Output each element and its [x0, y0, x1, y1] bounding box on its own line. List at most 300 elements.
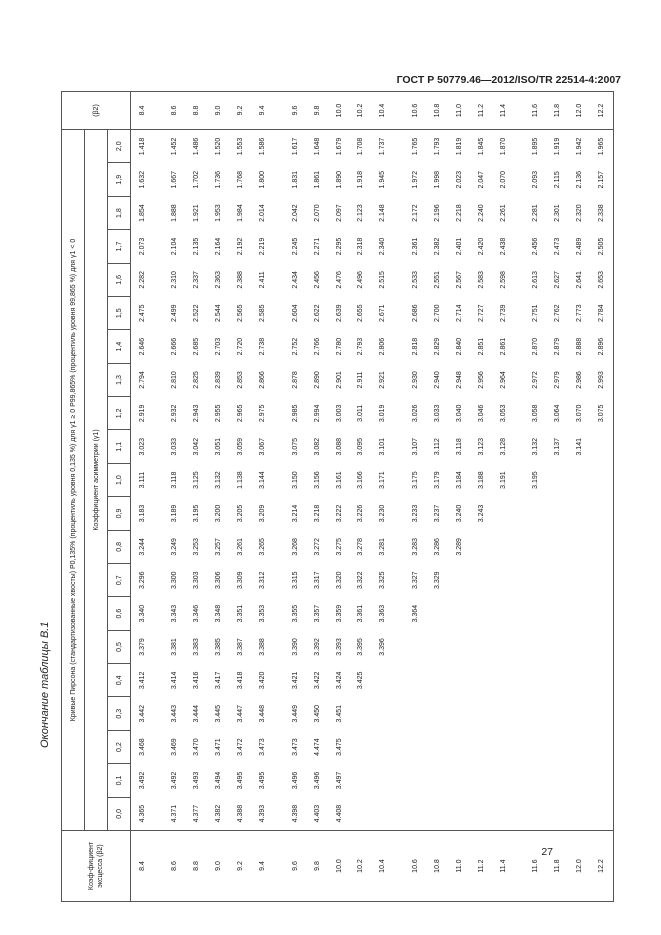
value-cell: 3.278 [357, 538, 365, 556]
value-cell: 3.051 [215, 437, 223, 456]
value-cell [448, 597, 470, 630]
value-cell [405, 664, 427, 697]
column-header: 0,2 [108, 730, 131, 763]
value-cell: 2.148 [379, 204, 387, 222]
table-row [448, 92, 470, 902]
table-row [405, 92, 427, 902]
value-cell: 3.357 [313, 604, 321, 623]
value-cell: 2.533 [412, 271, 420, 289]
column-header: 2,0 [108, 130, 131, 164]
value-cell: 2.896 [591, 330, 614, 363]
value-cell: 1.942 [576, 137, 584, 156]
value-cell: 2.972 [532, 371, 540, 389]
value-cell: 2.489 [576, 237, 584, 256]
value-cell: 3.033 [171, 437, 179, 456]
value-cell: 2.901 [335, 371, 343, 389]
value-cell: 3.183 [138, 504, 146, 523]
value-cell: 2.752 [291, 337, 299, 356]
value-cell: 3.472 [237, 738, 245, 756]
value-cell: 3.396 [379, 638, 387, 656]
kurtosis-cell: 9.4 [252, 831, 274, 902]
value-cell [525, 630, 547, 663]
column-header: 0,0 [108, 797, 131, 830]
value-cell: 3.261 [237, 538, 245, 556]
value-cell: 3.383 [193, 638, 201, 656]
table-row [208, 92, 230, 902]
value-cell: 3.175 [412, 471, 420, 489]
value-cell [492, 797, 514, 830]
value-cell: 3.325 [379, 571, 387, 589]
value-cell [591, 730, 614, 763]
value-cell [569, 697, 591, 730]
value-cell: 3.421 [291, 671, 299, 690]
value-cell: 2.948 [455, 371, 463, 389]
value-cell: 3.442 [138, 704, 146, 723]
kurtosis-cell: 10.8 [427, 831, 449, 902]
value-cell: 3.265 [259, 538, 267, 556]
value-cell: 2.310 [171, 271, 179, 289]
value-cell [569, 764, 591, 797]
value-cell [372, 764, 394, 797]
table-row [186, 92, 208, 902]
row-gap [274, 92, 285, 902]
kurtosis-cell-right: 12.0 [569, 92, 591, 130]
value-cell: 2.475 [138, 304, 146, 322]
value-cell: 1.736 [215, 170, 223, 189]
value-cell: 2.930 [412, 371, 420, 389]
value-cell: 2.646 [138, 337, 146, 356]
value-cell: 2.023 [455, 170, 463, 189]
value-cell: 3.445 [215, 704, 223, 723]
table-row [547, 92, 569, 902]
value-cell: 3.026 [412, 404, 420, 423]
table-row [492, 92, 514, 902]
value-cell: 4.388 [237, 804, 245, 823]
table-row [328, 92, 350, 902]
kurtosis-cell-right: 10.0 [328, 92, 350, 130]
value-cell [470, 630, 492, 663]
value-cell: 2.784 [591, 297, 614, 330]
value-cell: 3.468 [138, 738, 146, 756]
value-cell [350, 797, 372, 830]
value-cell [405, 697, 427, 730]
kurtosis-cell-right: 11.8 [547, 92, 569, 130]
value-cell [427, 630, 449, 663]
value-cell: 3.064 [554, 404, 562, 423]
value-cell [492, 730, 514, 763]
value-cell: 2.911 [357, 371, 365, 389]
value-cell [569, 463, 591, 496]
table-row [591, 92, 614, 902]
value-cell: 3.315 [291, 571, 299, 589]
value-cell [350, 764, 372, 797]
value-cell: 3.128 [499, 437, 507, 456]
column-header: 1,9 [108, 163, 131, 196]
value-cell [448, 697, 470, 730]
value-cell: 3.230 [379, 504, 387, 523]
value-cell [591, 430, 614, 463]
value-cell: 3.448 [259, 704, 267, 723]
value-cell [470, 697, 492, 730]
value-cell: 2.382 [433, 237, 441, 256]
column-header: 1,1 [108, 430, 131, 463]
value-cell: 3.303 [193, 571, 201, 589]
kurtosis-cell: 8.6 [164, 831, 186, 902]
value-cell [525, 497, 547, 530]
value-cell: 3.111 [138, 471, 146, 489]
value-cell: 3.416 [193, 671, 201, 690]
value-cell: 2.739 [499, 304, 507, 322]
value-cell: 3.281 [379, 538, 387, 556]
value-cell: 2.639 [335, 304, 343, 322]
value-cell [525, 764, 547, 797]
value-cell: 3.420 [259, 671, 267, 690]
value-cell: 2.522 [193, 304, 201, 322]
value-cell: 3.449 [291, 704, 299, 723]
row-gap [514, 92, 525, 902]
value-cell: 3.493 [193, 771, 201, 790]
value-cell: 2.456 [313, 271, 321, 289]
value-cell: 2.499 [171, 304, 179, 322]
value-cell: 3.329 [433, 571, 441, 589]
value-cell: 3.496 [313, 771, 321, 790]
value-cell: 2.671 [379, 304, 387, 322]
value-cell [492, 764, 514, 797]
value-cell: 2.136 [576, 170, 584, 189]
value-cell: 3.492 [138, 771, 146, 790]
value-cell: 3.112 [433, 438, 441, 456]
value-cell: 2.780 [335, 337, 343, 356]
value-cell: 3.364 [412, 604, 420, 623]
value-cell: 1.617 [291, 137, 299, 156]
value-cell: 2.093 [532, 170, 540, 189]
value-cell: 4.377 [193, 804, 201, 823]
value-cell: 3.471 [215, 738, 223, 756]
value-cell: 3.309 [237, 571, 245, 589]
value-cell: 3.300 [171, 571, 179, 589]
value-cell: 3.233 [412, 504, 420, 523]
value-cell: 3.327 [412, 571, 420, 589]
value-cell: 2.979 [554, 371, 562, 389]
value-cell: 1.768 [237, 170, 245, 189]
value-cell [470, 664, 492, 697]
value-cell: 3.226 [357, 504, 365, 523]
value-cell: 3.082 [313, 437, 321, 456]
value-cell [547, 564, 569, 597]
value-cell: 2.073 [138, 237, 146, 256]
value-cell: 3.070 [576, 404, 584, 423]
value-cell: 3.011 [357, 404, 365, 422]
value-cell: 1.648 [313, 137, 321, 156]
table-title: Кривые Пирсона (стандартизованные хвосты) P0,135% (процентиль уровня 0,135 %) для γ1 ≥ 0 P99,865% (процентиль уровня 99,865 %) для γ1 < 0 [62, 130, 85, 831]
value-cell [427, 597, 449, 630]
value-cell [470, 797, 492, 830]
value-cell: 3.257 [215, 538, 223, 556]
value-cell: 3.379 [138, 638, 146, 656]
value-cell: 2.888 [576, 337, 584, 356]
value-cell: 3.188 [477, 471, 485, 489]
kurtosis-cell: 11.0 [448, 831, 470, 902]
value-cell: 3.361 [357, 604, 365, 623]
value-cell: 2.496 [357, 271, 365, 289]
value-cell: 3.222 [335, 504, 343, 523]
value-cell [427, 697, 449, 730]
value-cell: 3.059 [237, 437, 245, 456]
value-cell: 1.984 [237, 204, 245, 222]
value-cell: 2.653 [591, 263, 614, 296]
value-cell: 1.586 [259, 137, 267, 156]
value-cell [448, 664, 470, 697]
value-cell: 1.765 [412, 137, 420, 156]
table-row [284, 92, 306, 902]
value-cell: 3.312 [259, 571, 267, 589]
kurtosis-cell-right: 10.2 [350, 92, 372, 130]
value-cell: 2.473 [554, 237, 562, 256]
value-cell: 2.806 [379, 337, 387, 356]
value-cell: 3.218 [313, 504, 321, 523]
value-cell: 2.818 [412, 337, 420, 356]
value-cell: 2.993 [591, 363, 614, 396]
value-cell: 2.047 [477, 170, 485, 189]
column-header: 0,4 [108, 664, 131, 697]
value-cell: 2.700 [433, 304, 441, 322]
value-cell: 1.737 [379, 137, 387, 156]
value-cell: 2.766 [313, 337, 321, 356]
value-cell: 3.443 [171, 704, 179, 723]
value-cell: 2.751 [532, 304, 540, 322]
value-cell: 3.385 [215, 638, 223, 656]
value-cell: 2.964 [499, 371, 507, 389]
value-cell: 3.469 [171, 738, 179, 756]
value-cell: 3.320 [335, 571, 343, 589]
value-cell: 2.986 [576, 371, 584, 389]
column-header: 0,7 [108, 564, 131, 597]
value-cell [591, 463, 614, 496]
value-cell: 2.622 [313, 304, 321, 322]
value-cell [525, 597, 547, 630]
value-cell: 2.438 [499, 237, 507, 256]
value-cell [448, 630, 470, 663]
value-cell: 1.667 [171, 170, 179, 189]
value-cell [591, 530, 614, 563]
value-cell: 2.613 [532, 271, 540, 289]
value-cell [470, 730, 492, 763]
value-cell: 3.355 [291, 604, 299, 623]
value-cell: 3.424 [335, 671, 343, 690]
kurtosis-cell: 12.0 [569, 831, 591, 902]
column-header: 1,5 [108, 297, 131, 330]
value-cell [492, 630, 514, 663]
value-cell: 4.382 [215, 804, 223, 823]
kurtosis-cell: 12.2 [591, 831, 614, 902]
value-cell: 1.819 [455, 137, 463, 156]
row-gap [153, 92, 164, 902]
value-cell: 2.727 [477, 304, 485, 322]
value-cell [350, 730, 372, 763]
value-cell: 4.398 [291, 804, 299, 823]
value-cell: 3.495 [237, 771, 245, 790]
value-cell [569, 564, 591, 597]
value-cell: 3.450 [313, 704, 321, 723]
value-cell: 1.919 [554, 137, 562, 156]
value-cell: 2.123 [357, 204, 365, 222]
value-cell: 2.104 [171, 237, 179, 256]
table-row [252, 92, 274, 902]
value-cell: 1.890 [335, 170, 343, 189]
table-row [470, 92, 492, 902]
value-cell: 1.138 [237, 471, 245, 489]
value-cell: 3.058 [532, 404, 540, 423]
value-cell [547, 463, 569, 496]
value-cell: 2.825 [193, 371, 201, 389]
value-cell: 3.275 [335, 538, 343, 556]
value-cell: 4.403 [313, 804, 321, 823]
column-header-row [108, 92, 131, 902]
value-cell: 3.040 [455, 404, 463, 423]
value-cell: 3.387 [237, 638, 245, 656]
value-cell: 3.244 [138, 538, 146, 556]
value-cell: 3.346 [193, 604, 201, 623]
value-cell: 3.475 [335, 738, 343, 756]
value-cell: 2.135 [193, 237, 201, 256]
value-cell [547, 764, 569, 797]
value-cell: 2.666 [171, 337, 179, 356]
value-cell: 3.393 [335, 638, 343, 656]
value-cell: 3.363 [379, 604, 387, 623]
value-cell: 3.141 [576, 437, 584, 456]
value-cell: 2.301 [554, 204, 562, 222]
value-cell: 2.714 [455, 304, 463, 322]
value-cell: 3.495 [259, 771, 267, 790]
value-cell: 3.268 [291, 538, 299, 556]
value-cell: 2.879 [554, 337, 562, 356]
value-cell [591, 797, 614, 830]
value-cell [470, 597, 492, 630]
value-cell: 2.878 [291, 371, 299, 389]
value-cell: 3.132 [215, 471, 223, 489]
column-header: 1,8 [108, 196, 131, 229]
value-cell: 2.890 [313, 371, 321, 389]
value-cell: 3.150 [291, 471, 299, 489]
value-cell [547, 530, 569, 563]
value-cell [547, 697, 569, 730]
value-cell: 3.492 [171, 771, 179, 790]
stub-header: Коэф-фициент эксцесса (β2) [62, 831, 131, 902]
column-header: 0,9 [108, 497, 131, 530]
value-cell: 3.414 [171, 671, 179, 690]
value-cell: 3.317 [313, 571, 321, 589]
value-cell: 2.505 [591, 230, 614, 263]
value-cell: 1.520 [215, 137, 223, 156]
value-cell: 2.014 [259, 204, 267, 222]
value-cell: 2.565 [237, 304, 245, 322]
value-cell [525, 697, 547, 730]
value-cell [547, 664, 569, 697]
value-cell: 3.497 [335, 771, 343, 790]
kurtosis-cell: 9.2 [230, 831, 252, 902]
value-cell: 2.515 [379, 271, 387, 289]
value-cell [405, 630, 427, 663]
value-cell: 3.473 [259, 738, 267, 756]
value-cell: 3.289 [455, 538, 463, 556]
value-cell [547, 630, 569, 663]
value-cell: 2.794 [138, 371, 146, 389]
kurtosis-cell-right: 10.6 [405, 92, 427, 130]
value-cell [372, 664, 394, 697]
kurtosis-cell-right: 12.2 [591, 92, 614, 130]
value-cell [525, 730, 547, 763]
value-cell: 3.023 [138, 437, 146, 456]
value-cell: 1.965 [591, 130, 614, 164]
value-cell: 3.191 [499, 471, 507, 489]
value-cell: 3.249 [171, 538, 179, 556]
value-cell: 3.095 [357, 437, 365, 456]
value-cell: 2.567 [455, 271, 463, 289]
table-caption: Окончание таблицы В.1 [39, 621, 51, 748]
value-cell: 3.214 [291, 504, 299, 523]
kurtosis-cell-right: 11.0 [448, 92, 470, 130]
value-cell: 3.283 [412, 538, 420, 556]
value-cell: 2.361 [412, 237, 420, 256]
value-cell: 2.840 [455, 337, 463, 356]
table-row [569, 92, 591, 902]
value-cell: 2.762 [554, 304, 562, 322]
kurtosis-cell-right: 8.6 [164, 92, 186, 130]
kurtosis-cell: 11.4 [492, 831, 514, 902]
value-cell [427, 764, 449, 797]
value-cell: 3.067 [259, 437, 267, 456]
value-cell: 2.685 [193, 337, 201, 356]
table-row [306, 92, 328, 902]
value-cell: 3.286 [433, 538, 441, 556]
value-cell: 2.810 [171, 371, 179, 389]
row-gap [394, 92, 405, 902]
value-cell [525, 530, 547, 563]
value-cell: 2.870 [532, 337, 540, 356]
column-header: 1,2 [108, 397, 131, 430]
value-cell [591, 764, 614, 797]
value-cell: 2.583 [477, 271, 485, 289]
value-cell: 2.943 [193, 404, 201, 423]
value-cell [372, 797, 394, 830]
value-cell [492, 530, 514, 563]
table-body [131, 92, 614, 902]
value-cell: 1.486 [193, 137, 201, 156]
table-row [525, 92, 547, 902]
kurtosis-cell: 10.2 [350, 831, 372, 902]
value-cell [470, 530, 492, 563]
value-cell: 2.388 [237, 271, 245, 289]
value-cell [569, 497, 591, 530]
value-cell: 4.365 [138, 804, 146, 823]
value-cell [470, 564, 492, 597]
value-cell: 4.408 [335, 804, 343, 823]
value-cell: 3.166 [357, 471, 365, 489]
value-cell: 2.192 [237, 237, 245, 256]
value-cell: 2.793 [357, 337, 365, 356]
value-cell [405, 730, 427, 763]
value-cell: 2.282 [138, 271, 146, 289]
value-cell: 1.854 [138, 204, 146, 222]
value-cell: 2.703 [215, 337, 223, 356]
value-cell: 3.473 [291, 738, 299, 756]
value-cell [569, 730, 591, 763]
column-header: 1,3 [108, 363, 131, 396]
value-cell: 2.070 [499, 170, 507, 189]
value-cell: 2.861 [499, 337, 507, 356]
value-cell: 1.632 [138, 170, 146, 189]
value-cell: 2.738 [259, 337, 267, 356]
